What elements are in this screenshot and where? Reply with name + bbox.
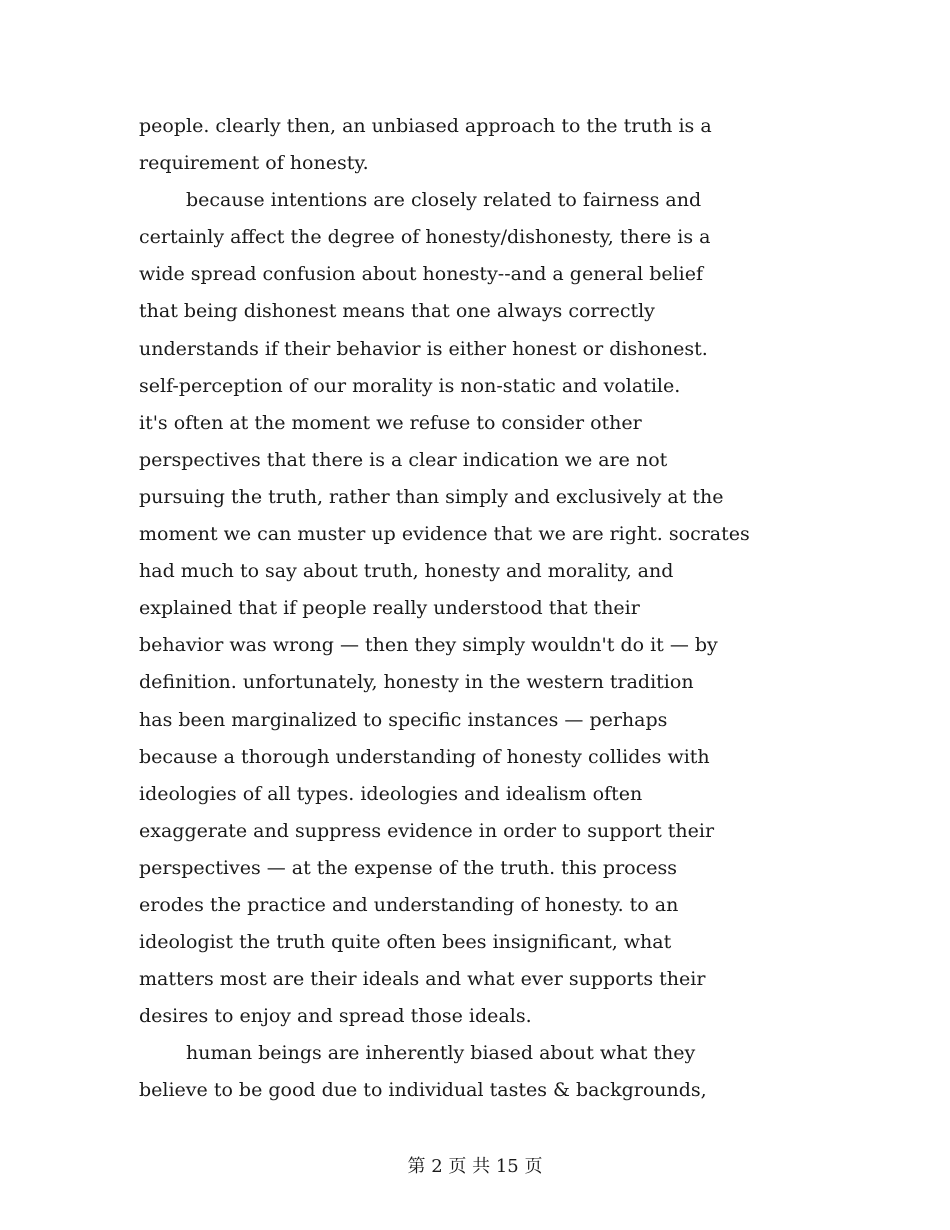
text-line: it's often at the moment we refuse to consider other [139,411,642,434]
text-line: certainly affect the degree of honesty/dishonesty, there is a [139,226,711,249]
paragraph [139,1035,819,1109]
text-line: definition. unfortunately, honesty in the western tradition [139,671,694,694]
text-line: perspectives — at the expense of the truth. this process [139,856,677,879]
text-line: self-perception of our morality is non-static and volatile. [139,374,681,397]
document-body [139,108,819,1110]
text-line: matters most are their ideals and what ever supports their [139,968,706,991]
page-number-footer: 第 2 页 共 15 页 [407,1156,543,1177]
text-line: understands if their behavior is either honest or dishonest. [139,337,708,360]
text-line: perspectives that there is a clear indication we are not [139,448,668,471]
text-line: has been marginalized to specific instances — perhaps [139,708,668,731]
text-line: requirement of honesty. [139,152,369,175]
text-line: pursuing the truth, rather than simply and exclusively at the [139,485,724,508]
text-line: desires to enjoy and spread those ideals. [139,1005,532,1028]
text-line: that being dishonest means that one always correctly [139,300,655,323]
text-line: erodes the practice and understanding of honesty. to an [139,893,679,916]
text-line: behavior was wrong — then they simply wouldn't do it — by [139,634,718,657]
text-line: moment we can muster up evidence that we are right. socrates [139,523,750,546]
text-line: explained that if people really understood that their [139,597,640,620]
text-line: human beings are inherently biased about what they [186,1042,696,1065]
paragraph [139,182,819,1035]
text-line: wide spread confusion about honesty--and a general belief [139,263,704,286]
text-line: ideologies of all types. ideologies and idealism often [139,782,643,805]
text-line: had much to say about truth, honesty and morality, and [139,560,674,583]
text-line: because a thorough understanding of honesty collides with [139,745,710,768]
paragraph [139,108,819,182]
text-line: exaggerate and suppress evidence in order to support their [139,819,715,842]
text-line: people. clearly then, an unbiased approach to the truth is a [139,115,712,137]
text-line: ideologist the truth quite often bees insignificant, what [139,931,672,954]
text-line: because intentions are closely related to fairness and [186,189,702,212]
text-line: believe to be good due to individual tastes & backgrounds, [139,1079,707,1102]
